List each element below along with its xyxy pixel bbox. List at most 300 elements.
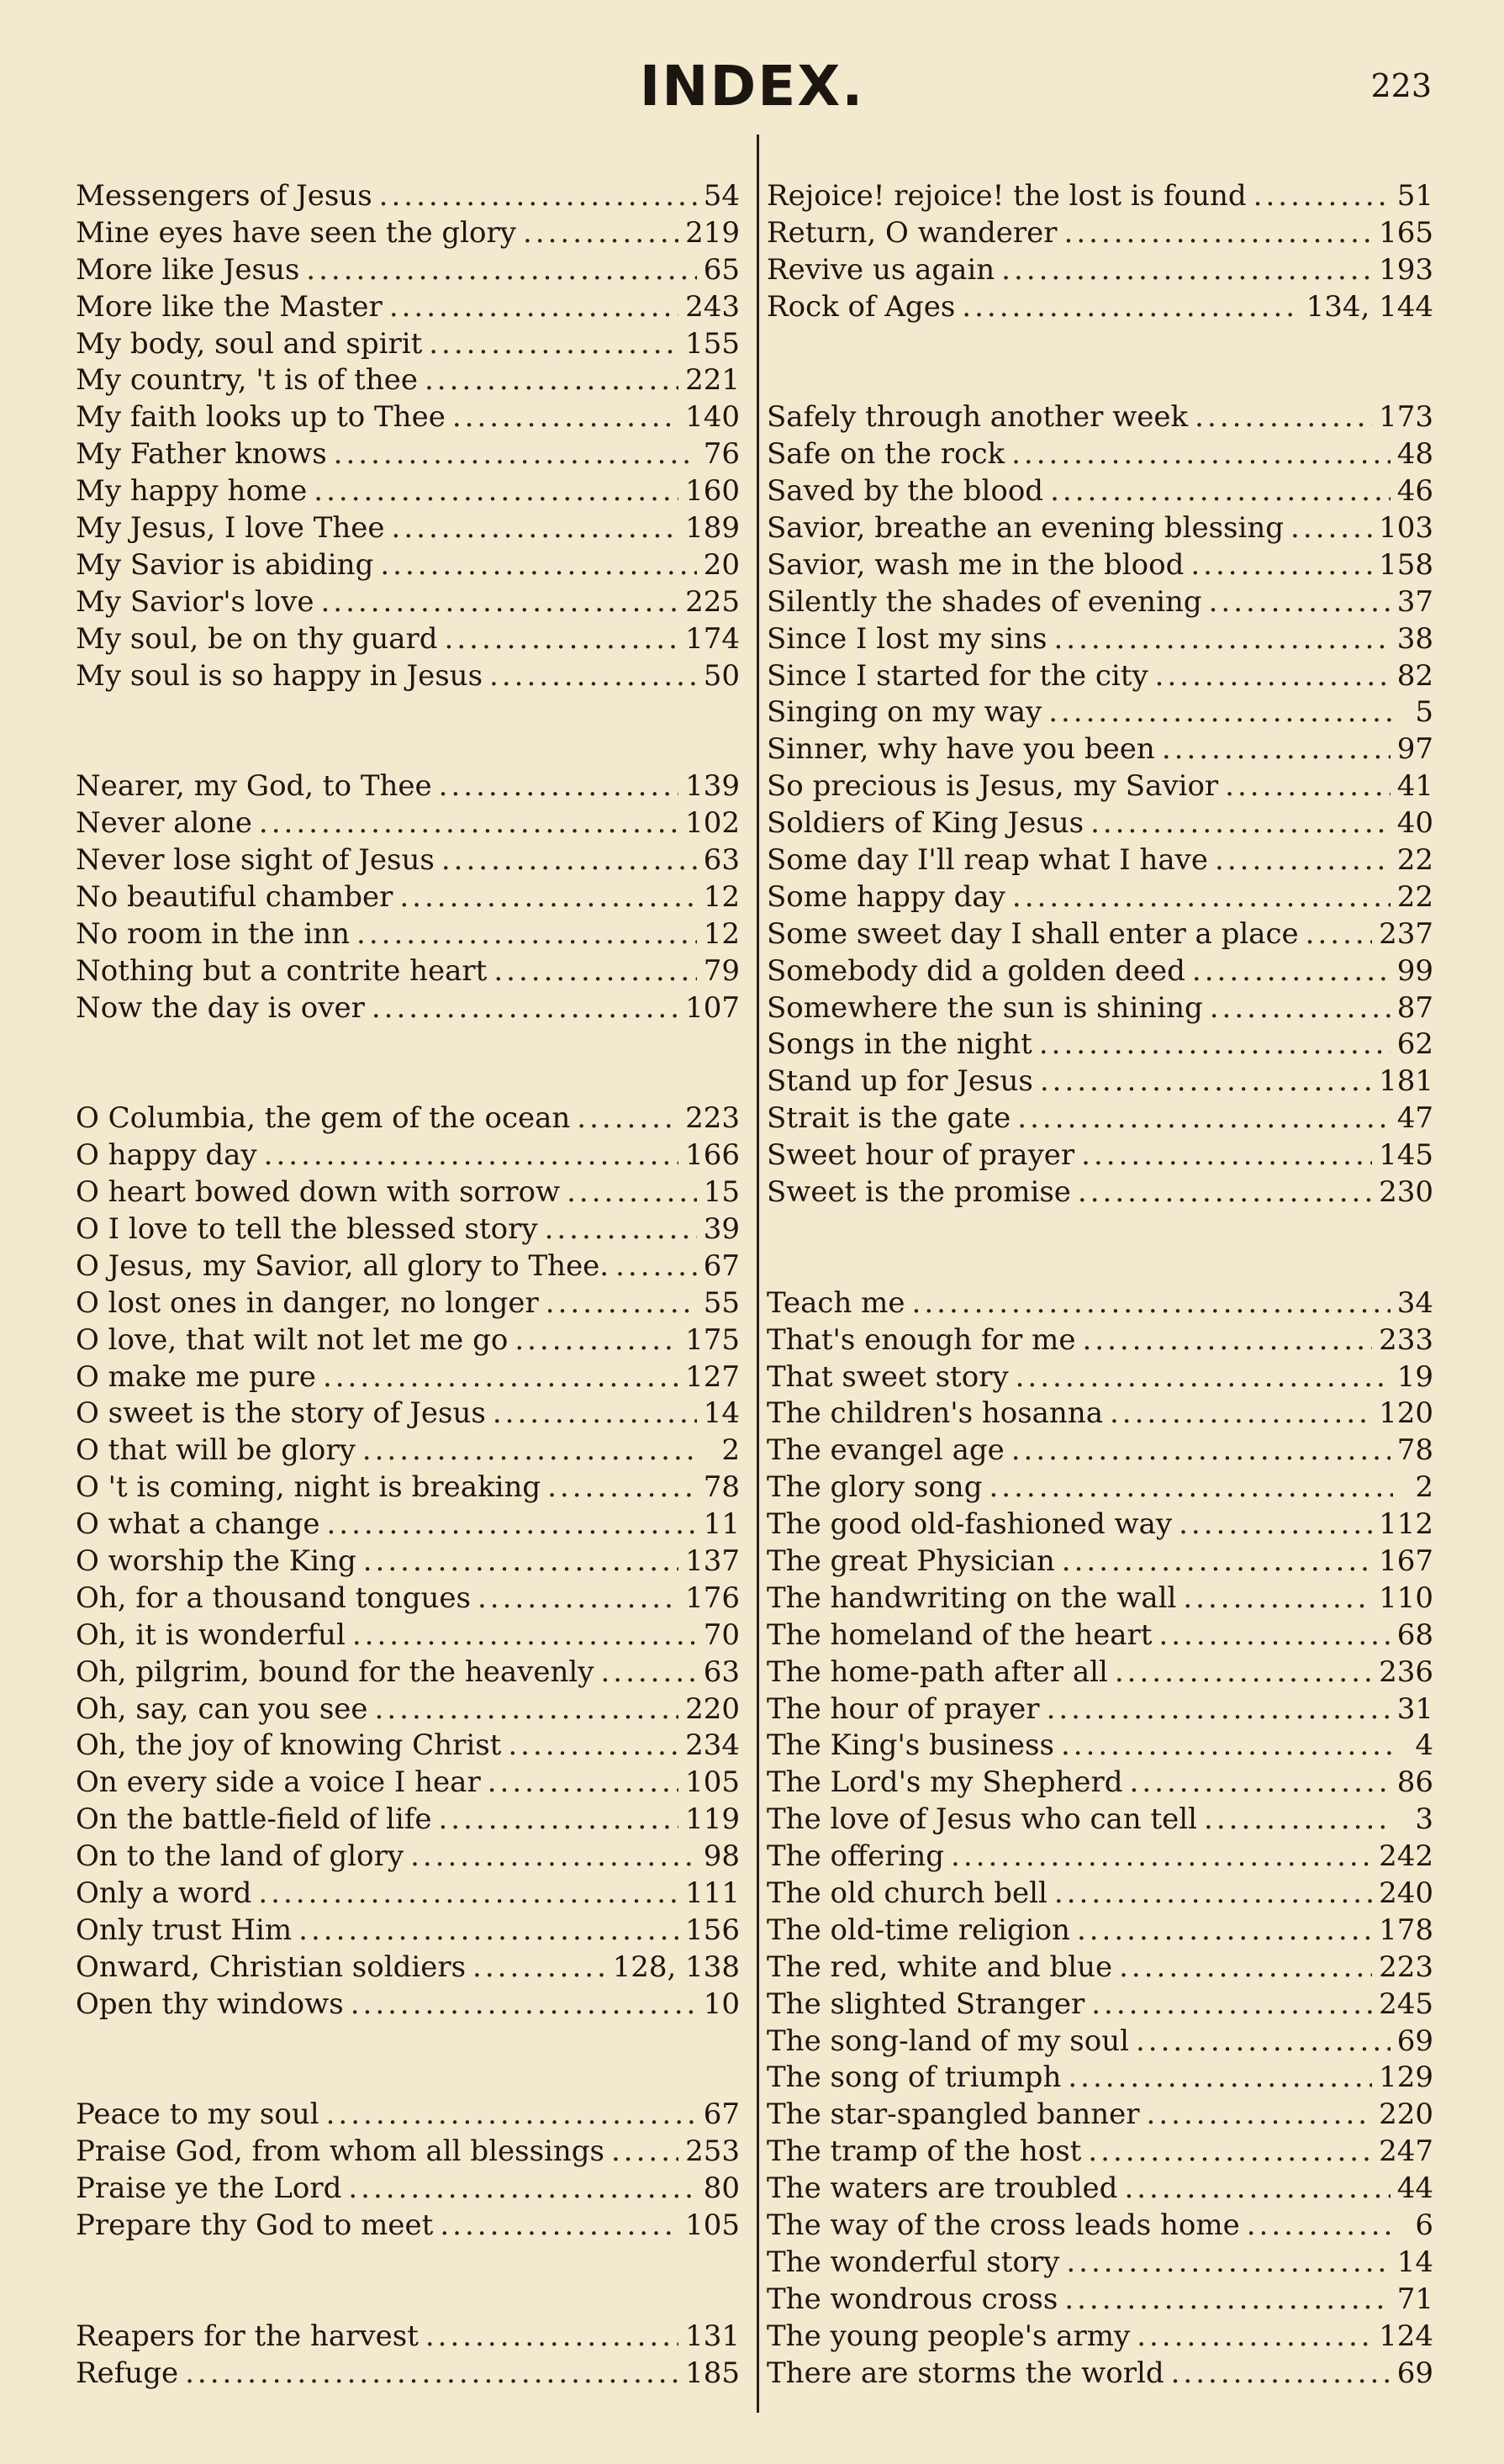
index-entry[interactable] (76, 584, 740, 621)
dot-leader (258, 1876, 678, 1913)
dot-leader (1192, 953, 1391, 990)
index-entry[interactable] (76, 842, 740, 879)
index-entry[interactable] (76, 1359, 740, 1396)
index-entry[interactable] (76, 1211, 740, 1248)
index-entry[interactable] (76, 326, 740, 363)
entry-title: The glory song (767, 1470, 983, 1505)
index-entry[interactable] (76, 510, 740, 547)
entry-page-number: 127 (685, 1359, 740, 1394)
index-entry[interactable] (767, 1691, 1433, 1728)
index-entry[interactable] (76, 289, 740, 326)
index-entry[interactable] (767, 2245, 1433, 2282)
dot-leader (323, 1359, 678, 1396)
index-entry[interactable] (76, 1322, 740, 1359)
index-entry[interactable] (76, 1913, 740, 1950)
entry-page-number: 176 (685, 1580, 740, 1615)
index-entry[interactable] (76, 1396, 740, 1432)
index-entry[interactable] (76, 1174, 740, 1211)
entry-page-number: 79 (703, 953, 740, 988)
entry-page-number: 247 (1379, 2134, 1433, 2169)
entry-page-number: 220 (685, 1691, 740, 1726)
entry-title: Return, O wanderer (767, 215, 1058, 250)
index-entry[interactable] (76, 1654, 740, 1691)
entry-page-number: 193 (1379, 252, 1433, 287)
entry-title: No beautiful chamber (76, 879, 393, 914)
entry-page-number: 78 (1396, 1433, 1433, 1468)
index-entry[interactable] (76, 916, 740, 953)
entry-page-number: 253 (685, 2134, 740, 2169)
index-entry[interactable] (767, 879, 1433, 916)
entry-title: Sweet hour of prayer (767, 1138, 1075, 1173)
dot-leader (1158, 1617, 1390, 1654)
entry-page-number: 63 (703, 1654, 740, 1689)
entry-page-number: 112 (1379, 1507, 1433, 1542)
index-entry[interactable] (767, 2060, 1433, 2097)
dot-leader (1306, 916, 1372, 953)
entry-title: Only trust Him (76, 1913, 293, 1947)
entry-title: Songs in the night (767, 1027, 1032, 1062)
entry-page-number: 234 (685, 1728, 740, 1763)
index-entry[interactable] (767, 1063, 1433, 1100)
entry-title: Sweet is the promise (767, 1175, 1071, 1210)
index-entry[interactable] (76, 178, 740, 215)
entry-page-number: 134, 144 (1306, 289, 1433, 324)
dot-leader (1137, 2319, 1372, 2356)
entry-page-number: 166 (685, 1138, 740, 1173)
index-entry[interactable] (76, 879, 740, 916)
index-entry[interactable] (76, 621, 740, 658)
dot-leader (334, 436, 697, 473)
entry-title: So precious is Jesus, my Savior (767, 769, 1219, 804)
dot-leader (1053, 621, 1390, 658)
dot-leader (493, 953, 696, 990)
dot-leader (1110, 1396, 1372, 1432)
index-entry[interactable] (767, 1580, 1433, 1617)
entry-title: Praise God, from whom all blessings (76, 2134, 604, 2169)
dot-leader (439, 768, 678, 805)
entry-title: Oh, say, can you see (76, 1691, 368, 1726)
index-entry[interactable] (76, 473, 740, 510)
index-entry[interactable] (767, 215, 1433, 252)
index-entry[interactable] (767, 916, 1433, 953)
index-entry[interactable] (767, 1802, 1433, 1839)
index-entry[interactable] (767, 1765, 1433, 1802)
entry-title: O 't is coming, night is breaking (76, 1470, 541, 1505)
entry-title: No room in the inn (76, 916, 351, 951)
entry-title: Rejoice! rejoice! the lost is found (767, 179, 1247, 213)
dot-leader (577, 1100, 678, 1137)
entry-page-number: 99 (1396, 953, 1433, 988)
entry-title: Silently the shades of evening (767, 584, 1202, 619)
entry-title: My soul is so happy in Jesus (76, 658, 483, 693)
dot-leader (1147, 2097, 1373, 2134)
section-gap (767, 362, 1433, 399)
entry-page-number: 70 (703, 1617, 740, 1652)
index-entry[interactable] (76, 1248, 740, 1285)
index-entry[interactable] (76, 1839, 740, 1876)
index-entry[interactable] (767, 2208, 1433, 2245)
dot-leader (1068, 2060, 1372, 2097)
dot-leader (545, 1211, 697, 1248)
entry-page-number: 22 (1396, 879, 1433, 914)
entry-title: Praise ye the Lord (76, 2171, 342, 2206)
dot-leader (1204, 1802, 1393, 1839)
dot-leader (1048, 694, 1393, 731)
entry-page-number: 82 (1396, 658, 1433, 693)
entry-title: Since I started for the city (767, 658, 1148, 693)
dot-leader (425, 362, 678, 399)
entry-title: My Savior's love (76, 584, 314, 619)
dot-leader (1050, 473, 1391, 510)
dot-leader (1062, 1543, 1372, 1580)
index-entry[interactable] (767, 2023, 1433, 2060)
dot-leader (1040, 1063, 1372, 1100)
entry-title: Only a word (76, 1876, 252, 1910)
index-entry[interactable] (767, 1506, 1433, 1543)
index-entry[interactable] (767, 1728, 1433, 1765)
dot-leader (489, 658, 697, 695)
dot-leader (1054, 1876, 1372, 1913)
index-entry[interactable] (767, 1543, 1433, 1580)
index-entry[interactable] (767, 1174, 1433, 1211)
index-entry[interactable] (767, 1987, 1433, 2023)
entry-page-number: 20 (703, 547, 740, 582)
entry-page-number: 139 (685, 769, 740, 804)
dot-leader (1210, 990, 1391, 1027)
entry-page-number: 102 (685, 806, 740, 841)
entry-page-number: 128, 138 (612, 1950, 740, 1984)
index-entry[interactable] (76, 768, 740, 805)
dot-leader (1077, 1913, 1372, 1950)
entry-title: O Jesus, my Savior, all glory to Thee. (76, 1248, 610, 1283)
entry-page-number: 12 (703, 879, 740, 914)
section-gap (767, 1248, 1433, 1285)
dot-leader (1209, 584, 1391, 621)
dot-leader (1247, 2208, 1393, 2245)
dot-leader (1001, 252, 1372, 289)
dot-leader (488, 1765, 678, 1802)
entry-page-number: 189 (685, 511, 740, 546)
index-entry[interactable] (767, 2319, 1433, 2356)
index-entry[interactable] (767, 1432, 1433, 1469)
entry-title: The homeland of the heart (767, 1617, 1153, 1652)
index-entry[interactable] (767, 1839, 1433, 1876)
entry-page-number: 71 (1396, 2282, 1433, 2316)
index-entry[interactable] (767, 436, 1433, 473)
dot-leader (1290, 510, 1372, 547)
dot-leader (326, 2097, 697, 2134)
index-entry[interactable] (767, 2356, 1433, 2393)
entry-title: The children's hosanna (767, 1396, 1103, 1431)
dot-leader (1017, 1100, 1390, 1137)
dot-leader (1119, 1950, 1372, 1987)
index-entry[interactable] (76, 215, 740, 252)
index-entry[interactable] (767, 1137, 1433, 1174)
entry-page-number: 11 (703, 1507, 740, 1542)
index-entry[interactable] (767, 178, 1433, 215)
dot-leader (314, 473, 678, 510)
dot-leader (306, 252, 696, 289)
dot-leader (320, 584, 678, 621)
entry-title: On to the land of glory (76, 1839, 404, 1874)
entry-page-number: 175 (685, 1322, 740, 1357)
entry-title: Some sweet day I shall enter a place (767, 916, 1299, 951)
entry-title: Messengers of Jesus (76, 179, 372, 213)
dot-leader (1011, 436, 1391, 473)
index-entry[interactable] (767, 1026, 1433, 1063)
entry-page-number: 47 (1396, 1101, 1433, 1136)
index-entry[interactable] (767, 1100, 1433, 1137)
dot-leader (1081, 1137, 1372, 1174)
entry-page-number: 2 (1415, 1470, 1433, 1505)
dot-leader (508, 1728, 678, 1765)
entry-page-number: 233 (1379, 1322, 1433, 1357)
entry-title: O I love to tell the blessed story (76, 1211, 538, 1246)
entry-page-number: 54 (703, 179, 740, 213)
entry-title: O happy day (76, 1138, 257, 1173)
entry-page-number: 98 (703, 1839, 740, 1874)
dot-leader (259, 805, 678, 842)
index-entry[interactable] (767, 252, 1433, 289)
index-entry[interactable] (76, 1617, 740, 1654)
dot-leader (611, 2134, 678, 2171)
index-entry[interactable] (767, 1913, 1433, 1950)
index-entry[interactable] (76, 1285, 740, 1322)
index-entry[interactable] (767, 584, 1433, 621)
index-entry[interactable] (767, 1285, 1433, 1322)
index-entry[interactable] (76, 547, 740, 584)
index-entry[interactable] (76, 1137, 740, 1174)
entry-title: O what a change (76, 1507, 320, 1542)
entry-page-number: 155 (685, 326, 740, 361)
entry-page-number: 178 (1379, 1913, 1433, 1947)
index-entry[interactable] (767, 953, 1433, 990)
entry-title: The wondrous cross (767, 2282, 1058, 2316)
entry-title: Saved by the blood (767, 474, 1044, 509)
index-entry[interactable] (76, 1876, 740, 1913)
entry-page-number: 230 (1379, 1175, 1433, 1210)
entry-page-number: 46 (1396, 474, 1433, 509)
entry-title: The young people's army (767, 2319, 1131, 2353)
entry-page-number: 67 (703, 1248, 740, 1283)
index-entry[interactable] (76, 658, 740, 695)
entry-page-number: 223 (685, 1101, 740, 1136)
entry-page-number: 50 (703, 658, 740, 693)
entry-page-number: 41 (1396, 769, 1433, 804)
entry-page-number: 145 (1379, 1138, 1433, 1173)
index-entry[interactable] (76, 362, 740, 399)
dot-leader (1011, 1432, 1391, 1469)
index-entry[interactable] (76, 1506, 740, 1543)
entry-title: My soul, be on thy guard (76, 621, 438, 656)
entry-title: Oh, it is wonderful (76, 1617, 346, 1652)
entry-page-number: 62 (1396, 1027, 1433, 1062)
index-entry[interactable] (767, 1359, 1433, 1396)
entry-page-number: 173 (1379, 400, 1433, 435)
entry-title: The way of the cross leads home (767, 2208, 1240, 2242)
entry-title: O make me pure (76, 1359, 316, 1394)
entry-title: The old church bell (767, 1876, 1048, 1910)
index-entry[interactable] (76, 252, 740, 289)
entry-title: Nothing but a contrite heart (76, 953, 488, 988)
entry-title: The Lord's my Shepherd (767, 1765, 1123, 1800)
index-entry[interactable] (767, 289, 1433, 326)
dot-leader (1130, 1765, 1391, 1802)
entry-title: Stand up for Jesus (767, 1064, 1033, 1099)
dot-leader (1090, 805, 1391, 842)
section-gap (76, 694, 740, 731)
entry-title: The good old-fashioned way (767, 1507, 1173, 1542)
entry-page-number: 22 (1396, 843, 1433, 878)
index-entry[interactable] (767, 2282, 1433, 2319)
dot-leader (1215, 842, 1391, 879)
entry-page-number: 240 (1379, 1876, 1433, 1910)
index-entry[interactable] (767, 2171, 1433, 2208)
dot-leader (1253, 178, 1391, 215)
entry-page-number: 160 (685, 474, 740, 509)
dot-leader (1082, 1322, 1372, 1359)
index-entry[interactable] (767, 621, 1433, 658)
index-entry[interactable] (76, 1802, 740, 1839)
index-entry[interactable] (76, 436, 740, 473)
entry-title: Oh, for a thousand tongues (76, 1580, 471, 1615)
dot-leader (375, 1691, 679, 1728)
entry-page-number: 124 (1379, 2319, 1433, 2353)
dot-leader (438, 1802, 678, 1839)
entry-title: O heart bowed down with sorrow (76, 1175, 561, 1210)
entry-title: The old-time religion (767, 1913, 1070, 1947)
index-entry[interactable] (76, 1691, 740, 1728)
index-entry[interactable] (76, 399, 740, 436)
entry-page-number: 119 (685, 1802, 740, 1837)
dot-leader (1088, 2134, 1372, 2171)
entry-title: My Jesus, I love Thee (76, 511, 385, 546)
entry-title: Strait is the gate (767, 1101, 1011, 1136)
index-entry[interactable] (76, 953, 740, 990)
dot-leader (1225, 768, 1391, 805)
entry-page-number: 221 (685, 363, 740, 398)
entry-title: Nearer, my God, to Thee (76, 769, 432, 804)
entry-page-number: 87 (1396, 990, 1433, 1025)
entry-title: My body, soul and spirit (76, 326, 423, 361)
dot-leader (429, 326, 678, 363)
index-entry[interactable] (76, 1100, 740, 1137)
index-entry[interactable] (76, 1543, 740, 1580)
entry-title: Teach me (767, 1285, 905, 1320)
index-entry[interactable] (767, 1322, 1433, 1359)
index-entry[interactable] (767, 842, 1433, 879)
index-entry[interactable] (767, 1617, 1433, 1654)
index-entry[interactable] (767, 805, 1433, 842)
index-entry[interactable] (76, 2171, 740, 2208)
entry-page-number: 103 (1379, 511, 1433, 546)
index-entry[interactable] (76, 1728, 740, 1765)
entry-page-number: 4 (1415, 1728, 1433, 1763)
index-entry[interactable] (767, 2134, 1433, 2171)
entry-page-number: 67 (703, 2097, 740, 2132)
index-entry[interactable] (767, 694, 1433, 731)
index-entry[interactable] (767, 510, 1433, 547)
index-entry[interactable] (767, 473, 1433, 510)
index-entry[interactable] (767, 1950, 1433, 1987)
entry-title: The song-land of my soul (767, 2023, 1129, 2058)
entry-title: There are storms the world (767, 2356, 1164, 2390)
index-entry[interactable] (76, 805, 740, 842)
entry-title: Savior, breathe an evening blessing (767, 511, 1285, 546)
dot-leader (523, 215, 678, 252)
dot-leader (440, 2208, 678, 2245)
entry-title: That sweet story (767, 1359, 1009, 1394)
dot-leader (1162, 731, 1391, 768)
entry-title: The hour of prayer (767, 1691, 1040, 1726)
dot-leader (493, 1396, 697, 1432)
index-entry[interactable] (76, 1469, 740, 1506)
entry-page-number: 80 (703, 2171, 740, 2206)
index-entry[interactable] (767, 1654, 1433, 1691)
index-entry[interactable] (767, 768, 1433, 805)
dot-leader (1061, 1728, 1393, 1765)
index-entry[interactable] (76, 1765, 740, 1802)
entry-page-number: 37 (1396, 584, 1433, 619)
index-entry[interactable] (767, 1469, 1433, 1506)
entry-page-number: 76 (703, 437, 740, 472)
entry-page-number: 19 (1396, 1359, 1433, 1394)
index-entry[interactable] (767, 1876, 1433, 1913)
index-entry[interactable] (76, 990, 740, 1027)
dot-leader (1124, 2171, 1390, 2208)
entry-page-number: 38 (1396, 621, 1433, 656)
entry-page-number: 31 (1396, 1691, 1433, 1726)
entry-title: Mine eyes have seen the glory (76, 215, 516, 250)
index-entry[interactable] (76, 2208, 740, 2245)
dot-leader (1183, 1580, 1372, 1617)
index-entry[interactable] (76, 1580, 740, 1617)
entry-page-number: 15 (703, 1175, 740, 1210)
entry-page-number: 44 (1396, 2171, 1433, 2206)
index-entry[interactable] (767, 731, 1433, 768)
entry-title: The home-path after all (767, 1654, 1108, 1689)
index-entry[interactable] (767, 990, 1433, 1027)
index-entry[interactable] (76, 1987, 740, 2023)
index-entry[interactable] (76, 2356, 740, 2393)
index-entry[interactable] (767, 658, 1433, 695)
index-entry[interactable] (767, 2097, 1433, 2134)
entry-title: Somebody did a golden deed (767, 953, 1185, 988)
index-entry[interactable] (76, 2134, 740, 2171)
dot-leader (1179, 1506, 1372, 1543)
entry-page-number: 165 (1379, 215, 1433, 250)
entry-page-number: 78 (703, 1470, 740, 1505)
entry-title: Singing on my way (767, 695, 1042, 730)
index-entry[interactable] (767, 399, 1433, 436)
section-gap (76, 2282, 740, 2319)
index-entry[interactable] (76, 2319, 740, 2356)
entry-title: Reapers for the harvest (76, 2319, 419, 2353)
section-gap (76, 1026, 740, 1063)
index-entry[interactable] (767, 547, 1433, 584)
index-entry[interactable] (767, 1396, 1433, 1432)
index-entry[interactable] (76, 1950, 740, 1987)
entry-page-number: 48 (1396, 437, 1433, 472)
entry-page-number: 220 (1379, 2097, 1433, 2132)
dot-leader (547, 1469, 697, 1506)
entry-page-number: 69 (1396, 2023, 1433, 2058)
index-entry[interactable] (76, 2097, 740, 2134)
entry-page-number: 65 (703, 252, 740, 287)
index-entry[interactable] (76, 1432, 740, 1469)
entry-page-number: 129 (1379, 2060, 1433, 2095)
entry-page-number: 110 (1379, 1580, 1433, 1615)
